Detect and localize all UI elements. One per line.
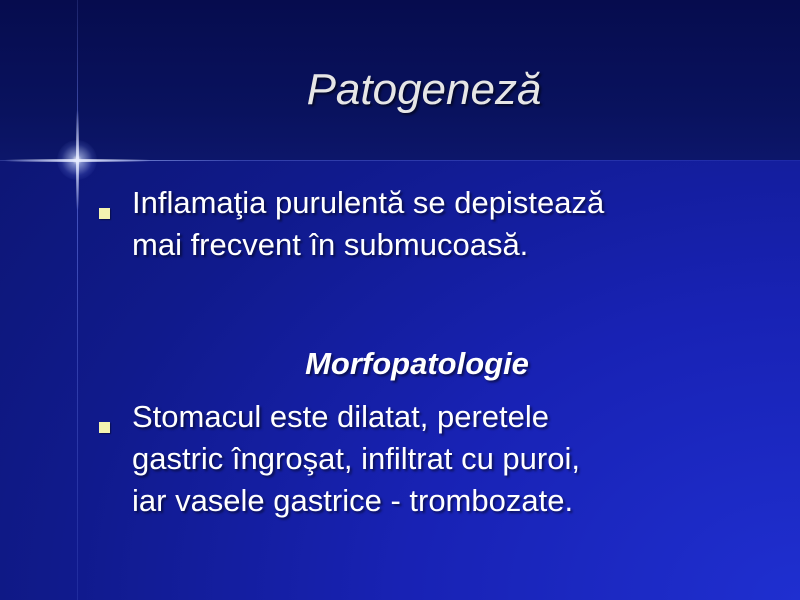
bullet-2-line-1: Stomacul este dilatat, peretele xyxy=(132,399,550,434)
bullet-1-line-2: mai frecvent în submucoasă. xyxy=(132,227,529,262)
bullet-icon xyxy=(99,422,110,433)
bullet-text-1 xyxy=(132,182,782,266)
bullet-2-line-2: gastric îngroşat, infiltrat cu puroi, xyxy=(132,441,580,476)
slide-title: Patogeneză xyxy=(306,65,542,114)
bullet-text-2 xyxy=(132,396,782,522)
bullet-icon xyxy=(99,208,110,219)
sparkle-ray-vertical xyxy=(76,110,79,210)
section-subheading: Morfopatologie xyxy=(305,346,529,381)
bullet-2-line-3: iar vasele gastrice - trombozate. xyxy=(132,483,574,518)
bullet-1-line-1: Inflamaţia purulentă se depistează xyxy=(132,185,605,220)
